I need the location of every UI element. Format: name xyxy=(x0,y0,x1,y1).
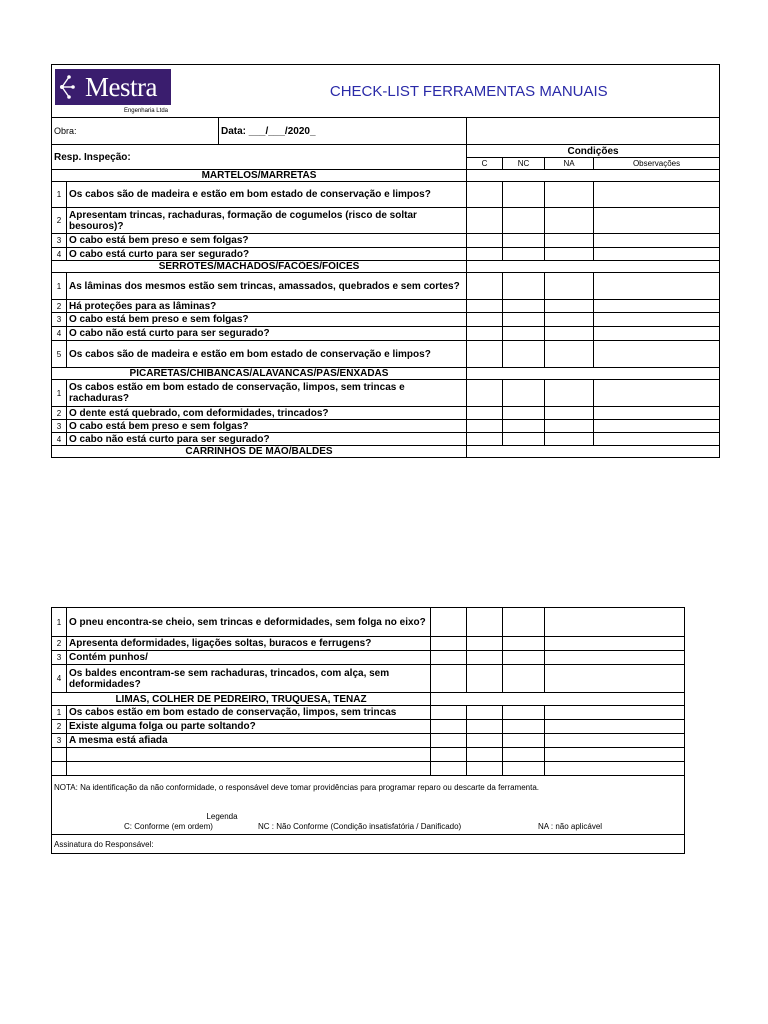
check-na-cell[interactable] xyxy=(545,433,594,446)
col-header-observacoes: Observações xyxy=(594,158,720,170)
item-question: Os cabos estão em bom estado de conservação, limpos, sem trincas e rachaduras? xyxy=(67,380,467,407)
nota-text: NOTA: Na identificação da não conformidade, o responsável deve tomar providências para programar reparo ou descarte da ferramenta. xyxy=(52,776,685,811)
check-c-cell[interactable] xyxy=(467,182,503,208)
observacoes-cell[interactable] xyxy=(594,327,720,341)
checklist-row xyxy=(52,273,720,300)
item-number: 4 xyxy=(52,327,67,341)
item-question: O cabo não está curto para ser segurado? xyxy=(67,433,467,446)
empty-row xyxy=(52,748,685,762)
section-title: LIMAS, COLHER DE PEDREIRO, TRUQUESA, TENAZ xyxy=(52,693,431,706)
check-nc-cell[interactable] xyxy=(503,273,545,300)
item-number: 2 xyxy=(52,407,67,420)
check-na-cell[interactable] xyxy=(503,665,545,693)
item-number: 3 xyxy=(52,420,67,433)
item-question: O cabo não está curto para ser segurado? xyxy=(67,327,467,341)
page-title: CHECK-LIST FERRAMENTAS MANUAIS xyxy=(219,65,720,118)
checklist-row xyxy=(52,341,720,368)
nota-row xyxy=(52,776,685,811)
legenda-row xyxy=(52,811,685,835)
check-nc-cell[interactable] xyxy=(467,665,503,693)
section-header xyxy=(52,693,685,706)
item-number: 2 xyxy=(52,720,67,734)
check-nc-cell[interactable] xyxy=(467,706,503,720)
checklist-table-2 xyxy=(51,607,685,854)
check-nc-cell[interactable] xyxy=(503,380,545,407)
check-nc-cell[interactable] xyxy=(467,651,503,665)
checklist-row xyxy=(52,720,685,734)
observacoes-cell[interactable] xyxy=(545,748,685,762)
check-c-cell[interactable] xyxy=(467,208,503,234)
item-number: 4 xyxy=(52,248,67,261)
check-c-cell[interactable] xyxy=(467,248,503,261)
check-na-cell[interactable] xyxy=(545,341,594,368)
check-na-cell[interactable] xyxy=(503,720,545,734)
checklist-row xyxy=(52,248,720,261)
check-nc-cell[interactable] xyxy=(503,341,545,368)
checklist-row xyxy=(52,637,685,651)
check-nc-cell[interactable] xyxy=(503,248,545,261)
item-question: Apresentam trincas, rachaduras, formação de cogumelos (risco de soltar besouros)? xyxy=(67,208,467,234)
observacoes-cell[interactable] xyxy=(594,208,720,234)
check-na-cell[interactable] xyxy=(545,313,594,327)
check-c-cell[interactable] xyxy=(431,762,467,776)
check-c-cell[interactable] xyxy=(431,734,467,748)
check-na-cell[interactable] xyxy=(545,248,594,261)
item-question: Os cabos estão em bom estado de conservação, limpos, sem trincas xyxy=(67,706,431,720)
item-number: 1 xyxy=(52,380,67,407)
company-logo xyxy=(55,69,171,105)
title-row xyxy=(52,65,720,118)
section-header xyxy=(52,368,720,380)
item-number: 1 xyxy=(52,608,67,637)
item-question: O cabo está bem preso e sem folgas? xyxy=(67,234,467,248)
blank-question-cell[interactable] xyxy=(67,762,431,776)
check-c-cell[interactable] xyxy=(467,341,503,368)
observacoes-cell[interactable] xyxy=(594,313,720,327)
observacoes-cell[interactable] xyxy=(545,637,685,651)
checklist-row xyxy=(52,234,720,248)
observacoes-cell[interactable] xyxy=(594,182,720,208)
item-number: 1 xyxy=(52,273,67,300)
item-number: 2 xyxy=(52,208,67,234)
resp-inspecao-label: Resp. Inspeção: xyxy=(52,145,467,170)
observacoes-cell[interactable] xyxy=(594,234,720,248)
item-question: Há proteções para as lâminas? xyxy=(67,300,467,313)
item-question: Contém punhos/ xyxy=(67,651,431,665)
item-question: Os cabos são de madeira e estão em bom estado de conservação e limpos? xyxy=(67,341,467,368)
check-nc-cell[interactable] xyxy=(503,420,545,433)
item-question: O cabo está bem preso e sem folgas? xyxy=(67,313,467,327)
checklist-row xyxy=(52,706,685,720)
check-nc-cell[interactable] xyxy=(503,300,545,313)
logo-brand-text: Mestra xyxy=(85,71,157,102)
observacoes-cell[interactable] xyxy=(545,608,685,637)
section-header xyxy=(52,446,720,458)
observacoes-cell[interactable] xyxy=(594,407,720,420)
item-question: As lâminas dos mesmos estão sem trincas, amassados, quebrados e sem cortes? xyxy=(67,273,467,300)
legenda-c: C: Conforme (em ordem) xyxy=(124,821,213,831)
check-c-cell[interactable] xyxy=(431,665,467,693)
item-number: 1 xyxy=(52,706,67,720)
check-na-cell[interactable] xyxy=(545,300,594,313)
col-header-nc: NC xyxy=(503,158,545,170)
observacoes-cell[interactable] xyxy=(545,706,685,720)
item-number: 4 xyxy=(52,665,67,693)
item-question: O dente está quebrado, com deformidades, trincados? xyxy=(67,407,467,420)
check-c-cell[interactable] xyxy=(467,300,503,313)
check-c-cell[interactable] xyxy=(431,637,467,651)
checklist-row xyxy=(52,313,720,327)
assinatura-field[interactable]: Assinatura do Responsável: xyxy=(52,835,685,854)
check-c-cell[interactable] xyxy=(467,420,503,433)
section-title: SERROTES/MACHADOS/FACÕES/FOICES xyxy=(52,261,467,273)
item-number: 1 xyxy=(52,182,67,208)
check-nc-cell[interactable] xyxy=(467,608,503,637)
check-nc-cell[interactable] xyxy=(467,637,503,651)
check-nc-cell[interactable] xyxy=(503,313,545,327)
checklist-row xyxy=(52,734,685,748)
legenda-title: Legenda xyxy=(206,811,238,821)
check-nc-cell[interactable] xyxy=(467,748,503,762)
check-c-cell[interactable] xyxy=(431,608,467,637)
item-question: O cabo está bem preso e sem folgas? xyxy=(67,420,467,433)
condicoes-header: Condições xyxy=(467,145,720,158)
legenda-nc: NC : Não Conforme (Condição insatisfatória / Danificado) xyxy=(258,821,462,831)
check-c-cell[interactable] xyxy=(467,313,503,327)
check-na-cell[interactable] xyxy=(503,706,545,720)
legenda-items xyxy=(52,822,684,834)
checklist-row xyxy=(52,380,720,407)
check-na-cell[interactable] xyxy=(545,327,594,341)
assinatura-row xyxy=(52,835,685,854)
check-nc-cell[interactable] xyxy=(467,762,503,776)
observacoes-cell[interactable] xyxy=(594,341,720,368)
check-na-cell[interactable] xyxy=(545,182,594,208)
observacoes-cell[interactable] xyxy=(545,665,685,693)
check-c-cell[interactable] xyxy=(431,748,467,762)
item-question: Os cabos são de madeira e estão em bom estado de conservação e limpos? xyxy=(67,182,467,208)
checklist-table-1 xyxy=(51,64,720,458)
checklist-row xyxy=(52,208,720,234)
check-c-cell[interactable] xyxy=(431,720,467,734)
check-nc-cell[interactable] xyxy=(503,433,545,446)
check-c-cell[interactable] xyxy=(467,433,503,446)
observacoes-cell[interactable] xyxy=(594,420,720,433)
observacoes-cell[interactable] xyxy=(594,273,720,300)
blank-question-cell[interactable] xyxy=(67,748,431,762)
check-na-cell[interactable] xyxy=(503,637,545,651)
observacoes-cell[interactable] xyxy=(545,720,685,734)
check-na-cell[interactable] xyxy=(503,762,545,776)
check-na-cell[interactable] xyxy=(503,608,545,637)
checklist-row xyxy=(52,665,685,693)
section-header xyxy=(52,261,720,273)
check-na-cell[interactable] xyxy=(545,407,594,420)
observacoes-cell[interactable] xyxy=(594,433,720,446)
check-na-cell[interactable] xyxy=(503,748,545,762)
check-c-cell[interactable] xyxy=(467,380,503,407)
item-number: 3 xyxy=(52,651,67,665)
check-na-cell[interactable] xyxy=(545,380,594,407)
legenda-na: NA : não aplicável xyxy=(538,821,603,831)
observacoes-cell[interactable] xyxy=(594,380,720,407)
check-nc-cell[interactable] xyxy=(467,720,503,734)
logo-mark-icon xyxy=(59,73,85,101)
checklist-row xyxy=(52,420,720,433)
check-nc-cell[interactable] xyxy=(503,182,545,208)
check-nc-cell[interactable] xyxy=(467,734,503,748)
item-number: 2 xyxy=(52,637,67,651)
empty-row xyxy=(52,762,685,776)
check-c-cell[interactable] xyxy=(467,234,503,248)
check-c-cell[interactable] xyxy=(431,706,467,720)
legenda-cell xyxy=(52,811,685,835)
logo-subtitle: Engenharia Ltda xyxy=(123,107,168,114)
check-nc-cell[interactable] xyxy=(503,208,545,234)
obra-label: Obra: xyxy=(52,118,219,145)
observacoes-cell[interactable] xyxy=(594,300,720,313)
check-na-cell[interactable] xyxy=(503,734,545,748)
item-question: O cabo está curto para ser segurado? xyxy=(67,248,467,261)
item-question: Existe alguma folga ou parte soltando? xyxy=(67,720,431,734)
checklist-row xyxy=(52,327,720,341)
check-c-cell[interactable] xyxy=(467,273,503,300)
item-question: Apresenta deformidades, ligações soltas, buracos e ferrugens? xyxy=(67,637,431,651)
checklist-row xyxy=(52,182,720,208)
checklist-row xyxy=(52,433,720,446)
item-number: 3 xyxy=(52,234,67,248)
item-number: 5 xyxy=(52,341,67,368)
check-na-cell[interactable] xyxy=(503,651,545,665)
col-header-na: NA xyxy=(545,158,594,170)
checklist-row xyxy=(52,608,685,637)
data-label: Data: ___/___/2020_ xyxy=(219,118,467,145)
item-number: 3 xyxy=(52,734,67,748)
checklist-row xyxy=(52,407,720,420)
checklist-row xyxy=(52,300,720,313)
check-c-cell[interactable] xyxy=(467,407,503,420)
item-number: 4 xyxy=(52,433,67,446)
check-na-cell[interactable] xyxy=(545,234,594,248)
check-c-cell[interactable] xyxy=(431,651,467,665)
observacoes-cell[interactable] xyxy=(545,734,685,748)
observacoes-cell[interactable] xyxy=(545,651,685,665)
check-na-cell[interactable] xyxy=(545,208,594,234)
item-number: 3 xyxy=(52,313,67,327)
logo-cell xyxy=(52,65,219,118)
check-na-cell[interactable] xyxy=(545,273,594,300)
observacoes-cell[interactable] xyxy=(594,248,720,261)
check-nc-cell[interactable] xyxy=(503,234,545,248)
obra-blank-cell[interactable] xyxy=(467,118,720,145)
section-title: PICARETAS/CHIBANCAS/ALAVANCAS/PÁS/ENXADAS xyxy=(52,368,467,380)
resp-row-top xyxy=(52,145,720,158)
observacoes-cell[interactable] xyxy=(545,762,685,776)
col-header-c: C xyxy=(467,158,503,170)
section-header xyxy=(52,170,720,182)
checklist-row xyxy=(52,651,685,665)
item-question: Os baldes encontram-se sem rachaduras, trincados, com alça, sem deformidades? xyxy=(67,665,431,693)
section-title: MARTELOS/MARRETAS xyxy=(52,170,467,182)
obra-row xyxy=(52,118,720,145)
item-number: 2 xyxy=(52,300,67,313)
section-title: CARRINHOS DE MÃO/BALDES xyxy=(52,446,467,458)
item-question: O pneu encontra-se cheio, sem trincas e deformidades, sem folga no eixo? xyxy=(67,608,431,637)
check-c-cell[interactable] xyxy=(467,327,503,341)
check-nc-cell[interactable] xyxy=(503,407,545,420)
check-nc-cell[interactable] xyxy=(503,327,545,341)
check-na-cell[interactable] xyxy=(545,420,594,433)
item-question: A mesma está afiada xyxy=(67,734,431,748)
